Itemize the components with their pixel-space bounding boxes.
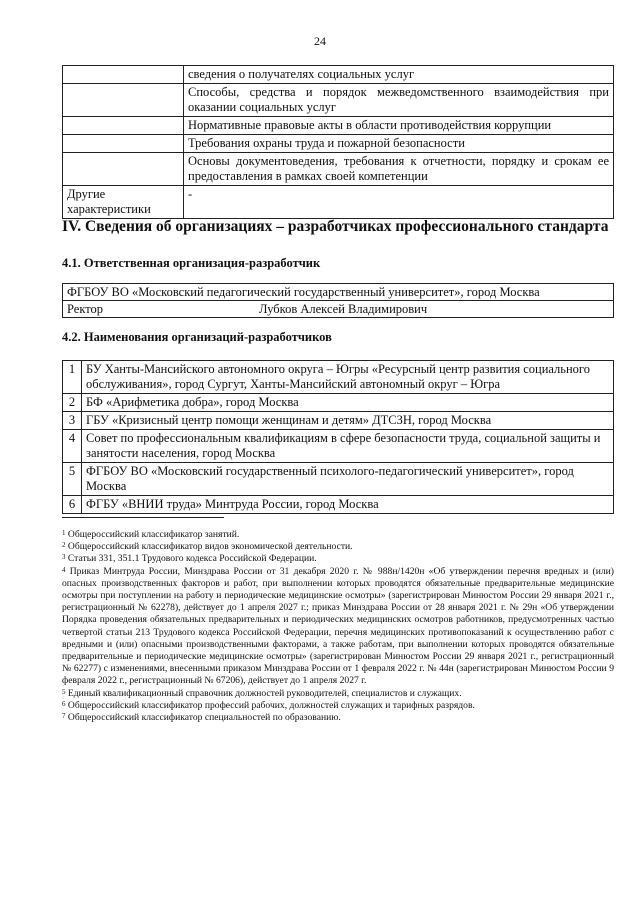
subsection-title-responsible: 4.1. Ответственная организация-разработчик [62,256,321,270]
footnote-mark: 5 [62,687,66,696]
organization-name: ФГБУ «ВНИИ труда» Минтруда России, город Москва [82,496,614,514]
footnote-mark: 7 [62,712,66,721]
developers-table [62,360,614,514]
footnote-text: Общероссийский классификатор профессий рабочих, должностей служащих и тарифных разрядов. [67,699,475,711]
organization-name: ФГБОУ ВО «Московский педагогический государственный университет», город Москва [63,284,614,301]
row-number: 3 [63,412,82,430]
organization-name: БФ «Арифметика добра», город Москва [82,394,614,412]
footnote [62,541,614,553]
table-row [63,135,614,153]
table-row [63,153,614,186]
footnote-text: Общероссийский классификатор видов экономической деятельности. [67,541,353,553]
footnote [62,700,614,712]
table-row [63,430,614,463]
table-row [63,361,614,394]
table-cell-label [63,84,184,117]
table-row [63,117,614,135]
table-row [63,186,614,219]
responsible-organization-table [62,283,614,318]
footnote [62,553,614,565]
table-cell-label [63,117,184,135]
footnote [62,566,614,688]
row-number: 1 [63,361,82,394]
director-position: Ректор [67,302,104,316]
table-row [63,394,614,412]
table-cell-label [63,135,184,153]
footnote-mark: 6 [62,699,66,708]
organization-name: ФГБОУ ВО «Московский государственный психолого-педагогический университет», город Москва [82,463,614,496]
table-row [63,463,614,496]
director-name: Лубков Алексей Владимирович [259,302,428,316]
footnote [62,688,614,700]
footnotes [62,529,614,724]
table-cell-value: Требования охраны труда и пожарной безопасности [184,135,614,153]
footnote-mark: 3 [62,553,66,562]
footnote-text: Общероссийский классификатор занятий. [67,529,240,540]
row-number: 4 [63,430,82,463]
organization-name: Совет по профессиональным квалификациям в сфере безопасности труда, социальной защиты и занятости населения, город Москва [82,430,614,463]
table-row [63,284,614,301]
table-row [63,84,614,117]
knowledge-table [62,65,614,219]
footnote-mark: 4 [62,565,66,574]
footnote-text: Приказ Минтруда России, Минздрава России от 31 декабря 2020 г. № 988н/1420н «Об утверждении перечня вредных и (или) опасных производственных факторов и работ, при выполнении которых проводятся обязательные предварительные медицинские осмотры при поступлении на работу и периодические медицинские осмотры» (зарегистрирован Минюстом России 29 января 2021 г., регистрационный № 62278), действует до 1 апреля 2027 г.; приказ Минздрава России от 28 января 2021 г. № 29н «Об утверждении Порядка проведения обязательных предварительных и периодических медицинских осмотров работников, предусмотренных частью четвертой статьи 213 Трудового кодекса Российской Федерации, перечня медицинских противопоказаний к осуществлению работ с вредными и (или) опасными производственными факторами, а также работам, при выполнении которых проводятся обязательные предварительные и периодические медицинские осмотры» (зарегистрирован Минюстом России 29 января 2021 г., регистрационный № 62277) с изменениями, внесенными приказом Минздрава России от 1 февраля 2022 г. № 44н (зарегистрирован Минюстом России 9 февраля 2022 г., регистрационный № 67206), действует до 1 апреля 2027 г. [62,565,614,687]
organization-name: ГБУ «Кризисный центр помощи женщинам и детям» ДТСЗН, город Москва [82,412,614,430]
table-row [63,301,614,318]
footnote-text: Единый квалификационный справочник должностей руководителей, специалистов и служащих. [67,687,462,699]
table-cell-value: Нормативные правовые акты в области противодействия коррупции [184,117,614,135]
subsection-title-developers: 4.2. Наименования организаций-разработчиков [62,330,332,344]
footnote-mark: 1 [62,529,66,537]
footnote [62,529,614,541]
table-cell-label: Другие характеристики [63,186,184,219]
footnote-text: Общероссийский классификатор специальностей по образованию. [67,712,341,724]
row-number: 2 [63,394,82,412]
table-row [63,496,614,514]
footnote-text: Статьи 331, 351.1 Трудового кодекса Российской Федерации. [67,553,317,565]
table-cell-value: Способы, средства и порядок межведомственного взаимодействия при оказании социальных услуг [184,84,614,117]
table-cell-label [63,66,184,84]
row-number: 5 [63,463,82,496]
table-cell-label [63,153,184,186]
table-row [63,66,614,84]
table-cell-value: - [184,186,614,219]
footnote-mark: 2 [62,541,66,550]
footnote [62,712,614,724]
table-row [63,412,614,430]
row-number: 6 [63,496,82,514]
table-cell-value: сведения о получателях социальных услуг [184,66,614,84]
organization-name: БУ Ханты-Мансийского автономного округа – Югры «Ресурсный центр развития социального обслуживания», город Сургут, Ханты-Мансийский автономный округ – Югра [82,361,614,394]
page-number: 24 [314,34,326,48]
section-title: IV. Сведения об организациях – разработчиках профессионального стандарта [62,218,609,235]
director-row [63,301,614,318]
footnote-divider [62,517,224,518]
table-cell-value: Основы документоведения, требования к отчетности, порядку и срокам ее предоставления в рамках своей компетенции [184,153,614,186]
